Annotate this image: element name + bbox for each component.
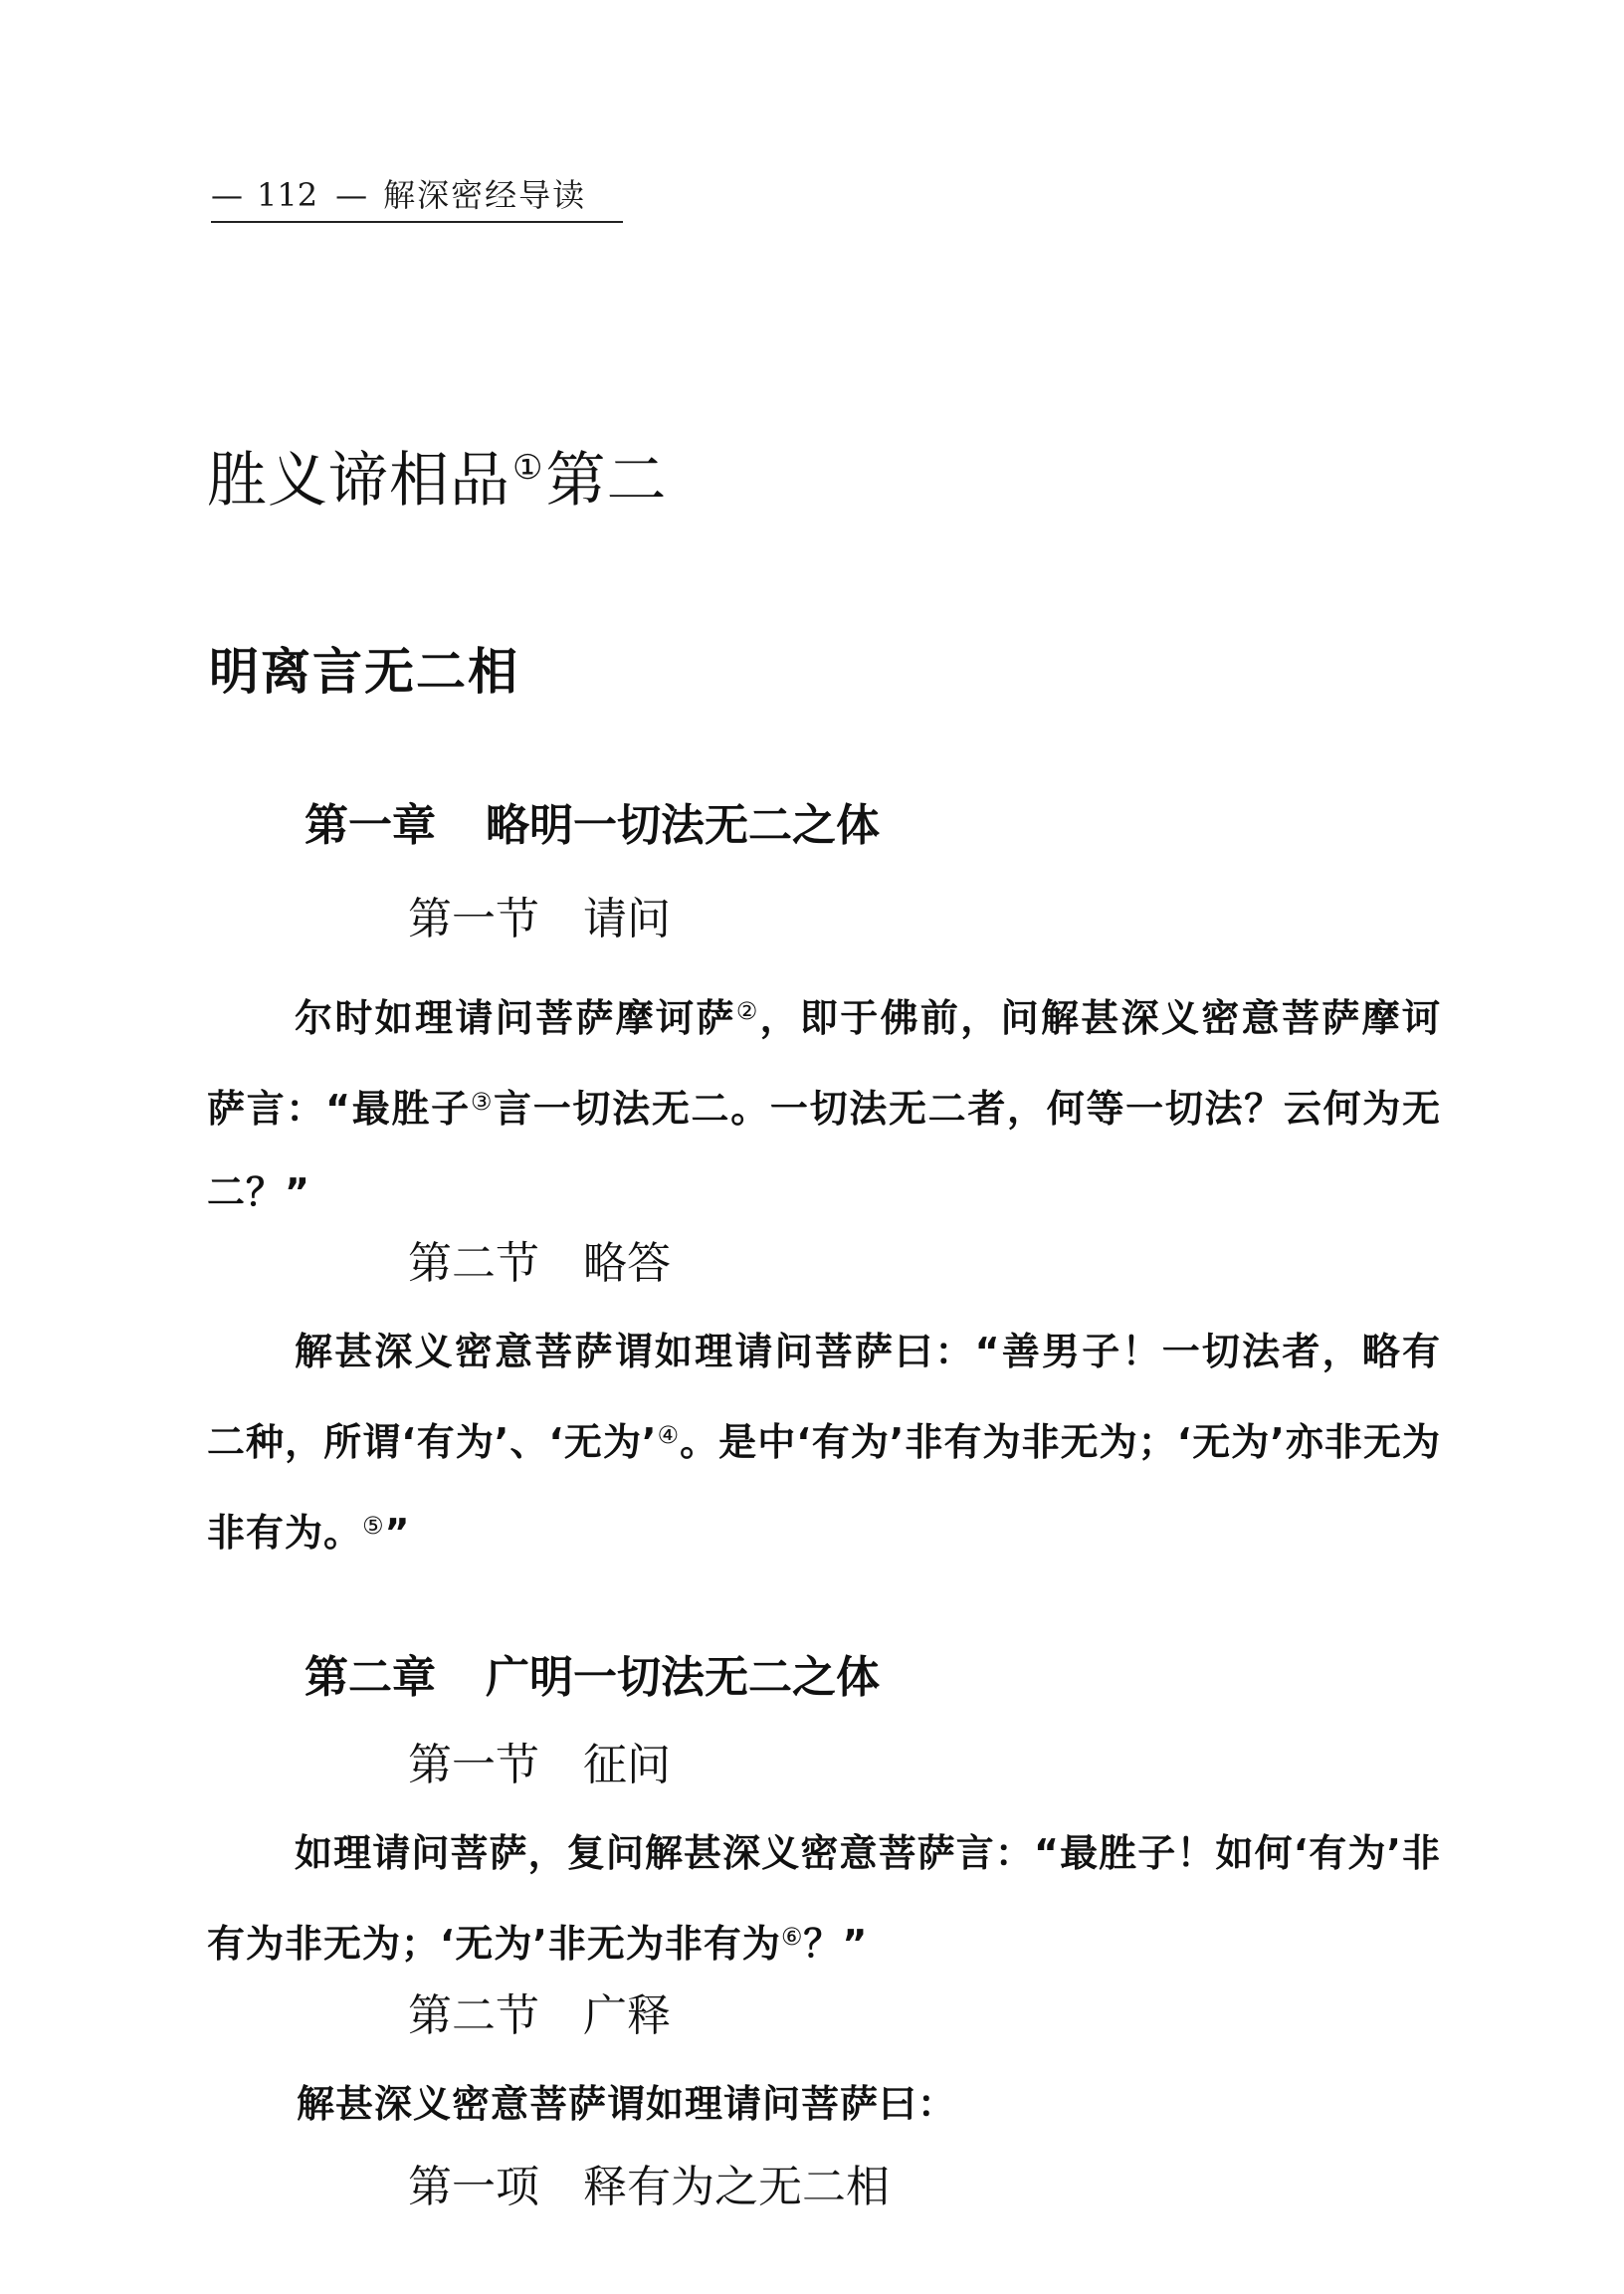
footnote-ref-2: ②: [735, 997, 760, 1025]
footnote-ref-3: ③: [470, 1088, 495, 1116]
paragraph-1-part-3: 言一切法无二。一切法无二者，何等一切法？云何为无二？”: [207, 1087, 1441, 1214]
chapter-2-title: 广明一切法无二之体: [486, 1652, 880, 1703]
header-dash-right: —: [335, 176, 368, 214]
paragraph-4: 解甚深义密意菩萨谓如理请问菩萨曰：: [297, 2082, 957, 2126]
chapter-title-text: 胜义谛相品: [207, 446, 510, 516]
paragraph-2-part-3: ”: [384, 1511, 411, 1555]
paragraph-2-part-2: 。是中‘有为’非有为非无为；‘无为’亦非无为非有为。: [207, 1420, 1442, 1555]
chapter-title-suffix: 第二: [545, 446, 668, 516]
ch2-section-2-label: 第二节: [408, 1990, 539, 2041]
ch2-section-1-heading: [408, 1736, 671, 1795]
chapter-2-label: 第二章: [304, 1652, 436, 1703]
book-title: 解深密经导读: [383, 176, 587, 214]
footnote-ref-5: ⑤: [362, 1512, 385, 1540]
section-title: 明离言无二相: [209, 643, 519, 701]
paragraph-1-part-2: ，即于佛前，问解甚深义密意菩萨摩诃萨言：“最胜子: [207, 996, 1441, 1131]
paragraph-2: [207, 1310, 1441, 1574]
ch1-section-2-title: 略答: [583, 1238, 671, 1289]
paragraph-3: [207, 1811, 1441, 1985]
page-number: 112: [257, 176, 318, 214]
paragraph-1: [207, 969, 1441, 1234]
header-rule: [211, 221, 623, 223]
chapter-title: [207, 428, 667, 521]
chapter-1-label: 第一章: [304, 800, 436, 851]
ch1-section-2-heading: [408, 1234, 671, 1294]
chapter-2-heading: [304, 1648, 880, 1708]
ch2-section-2-heading: [408, 1986, 671, 2046]
chapter-1-heading: [304, 796, 880, 856]
ch2-section-1-title: 征问: [583, 1740, 671, 1790]
ch2-item-1-label: 第一项: [408, 2162, 539, 2212]
ch2-item-1-heading: [408, 2158, 890, 2217]
paragraph-3-part-2: ？”: [803, 1922, 869, 1966]
paragraph-3-part-1: 如理请问菩萨，复问解甚深义密意菩萨言：“最胜子！如何‘有为’非有为非无为；‘无为’非无为非有为: [207, 1831, 1441, 1966]
footnote-ref-4: ④: [657, 1421, 681, 1449]
chapter-1-title: 略明一切法无二之体: [486, 800, 880, 851]
ch1-section-1-title: 请问: [583, 894, 671, 944]
ch1-section-1-heading: [408, 890, 671, 949]
ch2-section-2-title: 广释: [583, 1990, 671, 2041]
paragraph-2-part-1: 解甚深义密意菩萨谓如理请问菩萨曰：“善男子！一切法者，略有二种，所谓‘有为’、‘无为’: [207, 1330, 1441, 1464]
footnote-ref-1: ①: [512, 448, 544, 488]
ch1-section-1-label: 第一节: [408, 894, 539, 944]
ch2-section-1-label: 第一节: [408, 1740, 539, 1790]
header-dash-left: —: [211, 176, 243, 214]
ch1-section-2-label: 第二节: [408, 1238, 539, 1289]
paragraph-1-part-1: 尔时如理请问菩萨摩诃萨: [295, 996, 736, 1040]
running-header: [211, 173, 629, 217]
footnote-ref-6: ⑥: [780, 1923, 804, 1951]
ch2-item-1-title: 释有为之无二相: [583, 2162, 890, 2212]
